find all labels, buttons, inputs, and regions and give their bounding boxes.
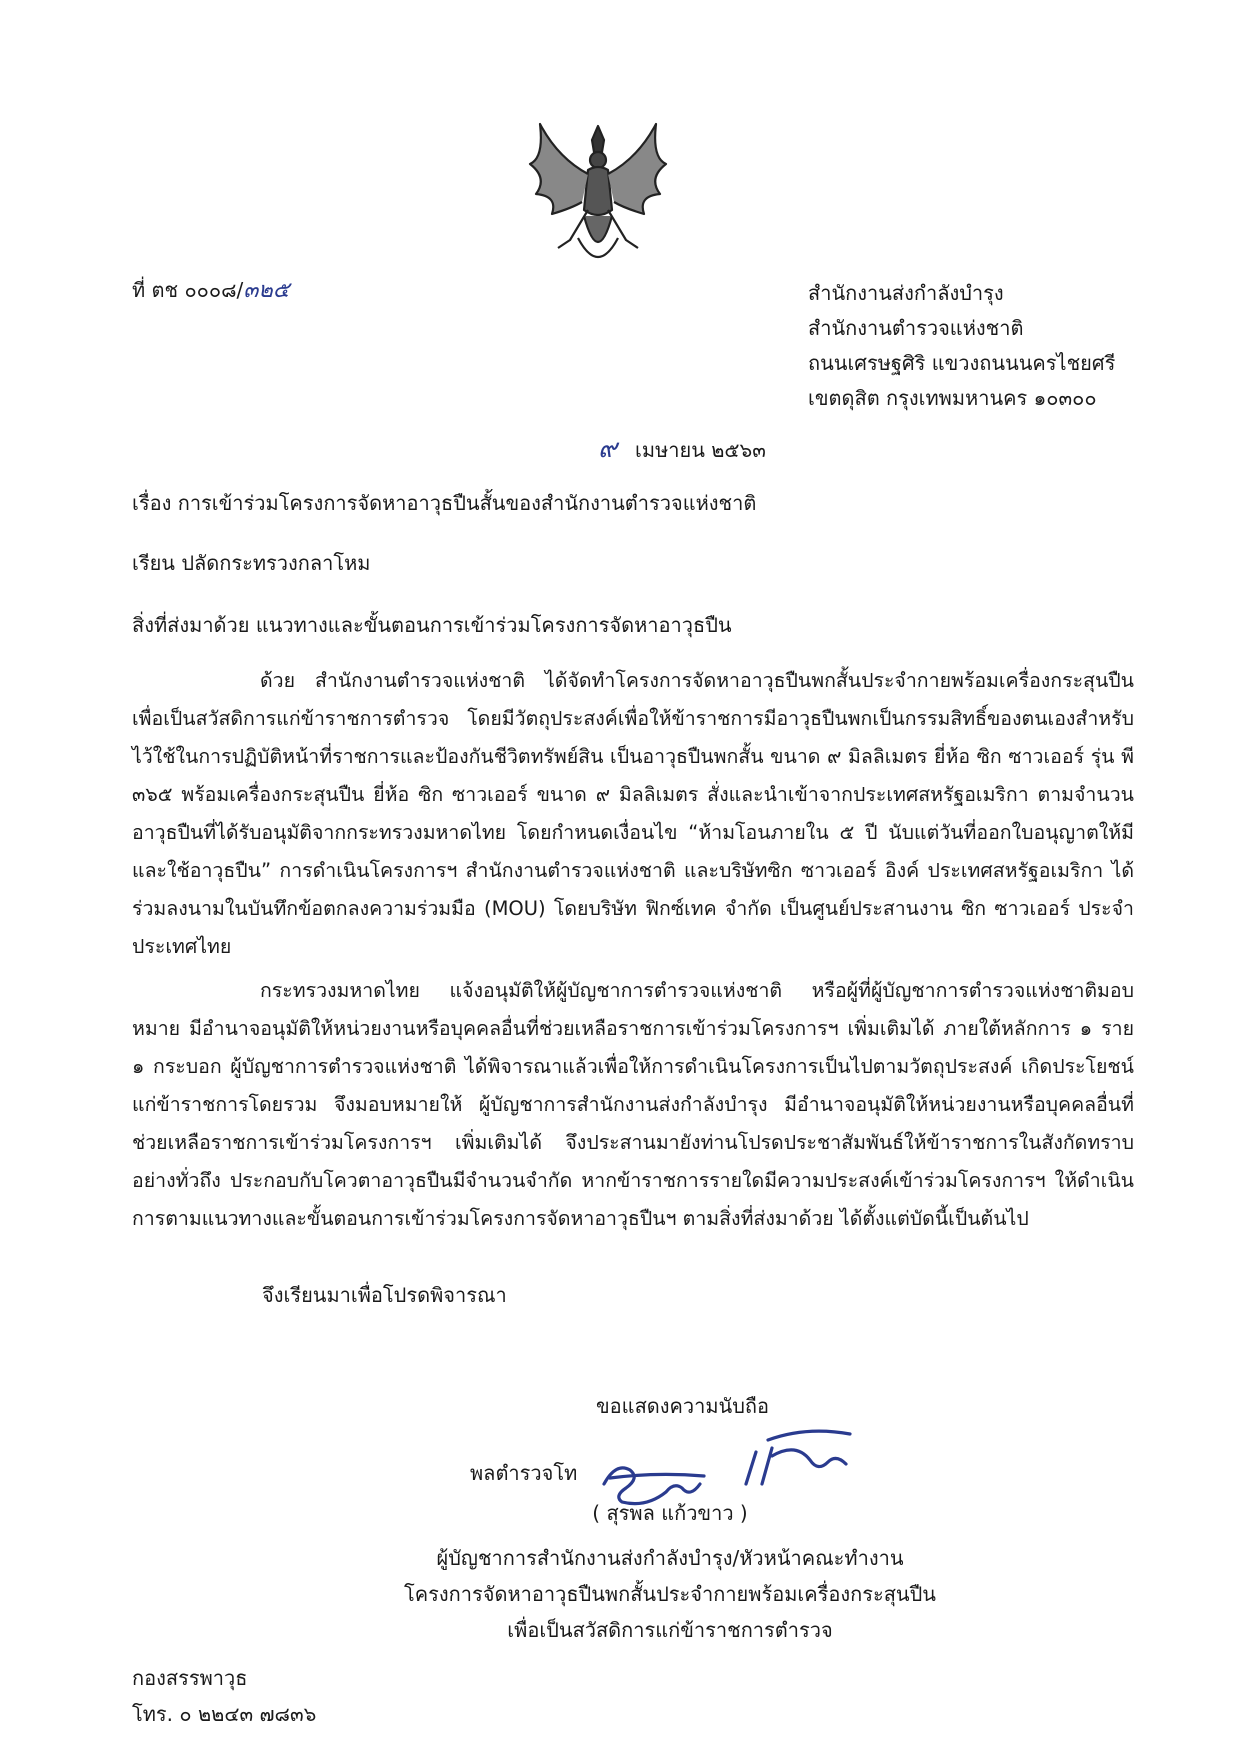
garuda-emblem-icon bbox=[518, 118, 678, 278]
letter-greeting: เรียน ปลัดกระทรวงกลาโหม bbox=[132, 551, 371, 575]
body-paragraph-1: ด้วย สำนักงานตำรวจแห่งชาติ ได้จัดทำโครงการจัดหาอาวุธปืนพกสั้นประจำกายพร้อมเครื่องกระสุนปืนเพื่อเป็นสวัสดิการแก่ข้าราชการตำรวจ โดยมีวัตถุประสงค์เพื่อให้ข้าราชการมีอาวุธปืนพกเป็นกรรมสิทธิ์ของตนเองสำหรับไว้ใช้ในการปฏิบัติหน้าที่ราชการและป้องกันชีวิตทรัพย์สิน เป็นอาวุธปืนพกสั้น ขนาด ๙ มิลลิเมตร ยี่ห้อ ซิก ซาวเออร์ รุ่น พี ๓๖๕ พร้อมเครื่องกระสุนปืน ยี่ห้อ ซิก ซาวเออร์ ขนาด ๙ มิลลิเมตร สั่งและนำเข้าจากประเทศสหรัฐอเมริกา ตามจำนวนอาวุธปืนที่ได้รับอนุมัติจากกระทรวงมหาดไทย โดยกำหนดเงื่อนไข “ห้ามโอนภายใน ๕ ปี นับแต่วันที่ออกใบอนุญาตให้มีและใช้อาวุธปืน” การดำเนินโครงการฯ สำนักงานตำรวจแห่งชาติ และบริษัทซิก ซาวเออร์ อิงค์ ประเทศสหรัฐอเมริกา ได้ร่วมลงนามในบันทึกข้อตกลงความร่วมมือ (MOU) โดยบริษัท ฟิกซ์เทค จำกัด เป็นศูนย์ประสานงาน ซิก ซาวเออร์ ประจำประเทศไทย bbox=[132, 669, 1134, 958]
handwritten-signature bbox=[596, 1422, 856, 1512]
signer-titles bbox=[0, 1540, 1240, 1648]
address-line: ถนนเศรษฐศิริ แขวงถนนนครไชยศรี bbox=[808, 351, 1116, 375]
regards-line: ขอแสดงความนับถือ bbox=[596, 1394, 770, 1418]
reference-number bbox=[132, 276, 289, 306]
signer-title-line: เพื่อเป็นสวัสดิการแก่ข้าราชการตำรวจ bbox=[507, 1618, 833, 1642]
handwritten-ref-number: ๓๒๕ bbox=[243, 278, 290, 303]
signer-title-line: ผู้บัญชาการสำนักงานส่งกำลังบำรุง/หัวหน้าคณะทำงาน bbox=[436, 1546, 904, 1570]
letter-date bbox=[598, 432, 766, 467]
reference-number-label: ที่ ตช ๐๐๐๘/ bbox=[132, 278, 244, 302]
address-line: เขตดุสิต กรุงเทพมหานคร ๑๐๓๐๐ bbox=[808, 386, 1097, 410]
letter-enclosure: สิ่งที่ส่งมาด้วย แนวทางและขั้นตอนการเข้าร่วมโครงการจัดหาอาวุธปืน bbox=[132, 613, 732, 637]
sender-address bbox=[808, 276, 1115, 416]
address-line: สำนักงานตำรวจแห่งชาติ bbox=[808, 316, 1024, 340]
signer-title-line: โครงการจัดหาอาวุธปืนพกสั้นประจำกายพร้อมเครื่องกระสุนปืน bbox=[404, 1582, 936, 1606]
closing-request: จึงเรียนมาเพื่อโปรดพิจารณา bbox=[262, 1283, 507, 1307]
footer-department: กองสรรพาวุธ bbox=[132, 1666, 248, 1690]
signer-rank: พลตำรวจโท bbox=[470, 1461, 578, 1485]
footer bbox=[132, 1660, 316, 1732]
date-month-year: เมษายน ๒๕๖๓ bbox=[635, 438, 766, 462]
address-line: สำนักงานส่งกำลังบำรุง bbox=[808, 281, 1004, 305]
footer-phone: โทร. ๐ ๒๒๔๓ ๗๘๓๖ bbox=[132, 1702, 317, 1726]
signer-name: ( สุรพล แก้วขาว ) bbox=[592, 1501, 748, 1525]
body-paragraph-2: กระทรวงมหาดไทย แจ้งอนุมัติให้ผู้บัญชาการตำรวจแห่งชาติ หรือผู้ที่ผู้บัญชาการตำรวจแห่งชาติมอบหมาย มีอำนาจอนุมัติให้หน่วยงานหรือบุคคลอื่นที่ช่วยเหลือราชการเข้าร่วมโครงการฯ เพิ่มเติมได้ ภายใต้หลักการ ๑ ราย ๑ กระบอก ผู้บัญชาการตำรวจแห่งชาติ ได้พิจารณาแล้วเพื่อให้การดำเนินโครงการเป็นไปตามวัตถุประสงค์ เกิดประโยชน์แก่ข้าราชการโดยรวม จึงมอบหมายให้ ผู้บัญชาการสำนักงานส่งกำลังบำรุง มีอำนาจอนุมัติให้หน่วยงานหรือบุคคลอื่นที่ช่วยเหลือราชการเข้าร่วมโครงการฯ เพิ่มเติมได้ จึงประสานมายังท่านโปรดประชาสัมพันธ์ให้ข้าราชการในสังกัดทราบอย่างทั่วถึง ประกอบกับโควตาอาวุธปืนมีจำนวนจำกัด หากข้าราชการรายใดมีความประสงค์เข้าร่วมโครงการฯ ให้ดำเนินการตามแนวทางและขั้นตอนการเข้าร่วมโครงการจัดหาอาวุธปืนฯ ตามสิ่งที่ส่งมาด้วย ได้ตั้งแต่บัดนี้เป็นต้นไป bbox=[132, 979, 1134, 1230]
handwritten-date-day: ๙ bbox=[598, 434, 618, 464]
letter-subject: เรื่อง การเข้าร่วมโครงการจัดหาอาวุธปืนสั้นของสำนักงานตำรวจแห่งชาติ bbox=[132, 491, 757, 515]
